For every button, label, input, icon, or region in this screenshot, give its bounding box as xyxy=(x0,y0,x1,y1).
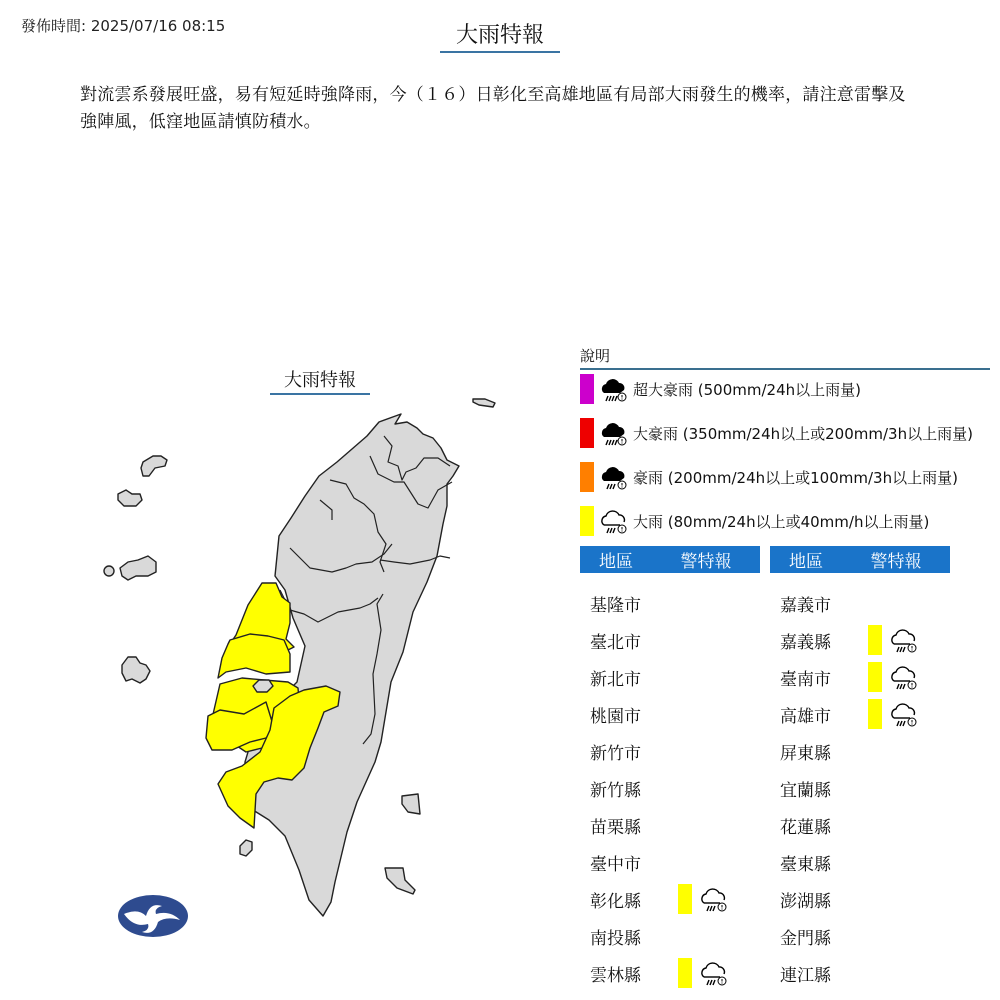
region-name: 南投縣 xyxy=(590,928,641,949)
heavy-rain-icon xyxy=(888,625,918,655)
table-row xyxy=(770,662,918,692)
warning-level-bar xyxy=(678,958,692,988)
region-name: 新竹市 xyxy=(590,743,641,764)
table-row xyxy=(580,736,678,766)
table-row xyxy=(770,958,868,988)
table-row xyxy=(580,847,678,877)
legend-swatch xyxy=(580,374,594,404)
island-kinmen-north xyxy=(141,456,167,476)
table-row xyxy=(770,921,868,951)
header-region: 地區 xyxy=(789,552,823,572)
issue-time: 發佈時間: 2025/07/16 08:15 xyxy=(21,17,226,35)
legend-swatch xyxy=(580,506,594,536)
heavy-rain-icon xyxy=(888,662,918,692)
region-name: 臺南市 xyxy=(780,669,831,690)
region-name: 臺東縣 xyxy=(780,854,831,875)
island-kinmen-2 xyxy=(118,490,142,506)
extremely-heavy-rain-icon xyxy=(598,462,628,492)
map-title: 大雨特報 xyxy=(270,366,370,395)
legend-item-extremely-heavy xyxy=(580,462,958,492)
region-name: 新北市 xyxy=(590,669,641,690)
legend-item-torrential xyxy=(580,418,973,448)
table-row xyxy=(770,773,868,803)
warning-level-bar xyxy=(868,699,882,729)
table-row xyxy=(770,736,868,766)
warning-description: 對流雲系發展旺盛，易有短延時強降雨，今（１６）日彰化至高雄地區有局部大雨發生的機率，請注意雷擊及強陣風，低窪地區請慎防積水。 xyxy=(80,85,906,132)
heavy-rain-icon xyxy=(888,699,918,729)
table-row xyxy=(580,958,728,988)
table-row xyxy=(770,588,868,618)
legend-title: 說明 xyxy=(580,345,990,370)
region-name: 臺北市 xyxy=(590,632,641,653)
table-row xyxy=(580,921,678,951)
table-row xyxy=(580,773,678,803)
header-warning: 警特報 xyxy=(680,552,732,572)
warning-level-bar xyxy=(868,662,882,692)
island-orchid xyxy=(385,868,415,894)
table-row xyxy=(580,699,678,729)
taiwan-warning-map xyxy=(95,390,515,950)
legend-item-heavy xyxy=(580,506,929,536)
island-matsu xyxy=(473,399,495,407)
legend-label: 大豪雨 (350mm/24h以上或200mm/3h以上雨量) xyxy=(633,424,973,443)
legend-label: 大雨 (80mm/24h以上或40mm/h以上雨量) xyxy=(633,512,930,531)
extremely-torrential-rain-icon xyxy=(598,374,628,404)
region-name: 嘉義市 xyxy=(780,595,831,616)
table-row xyxy=(580,588,678,618)
table-row xyxy=(770,847,868,877)
region-name: 嘉義縣 xyxy=(780,632,831,653)
island-kinmen-small xyxy=(104,566,114,576)
region-name: 彰化縣 xyxy=(590,891,641,912)
legend-swatch xyxy=(580,462,594,492)
region-name: 桃園市 xyxy=(590,706,641,727)
table-row xyxy=(770,625,918,655)
region-name: 新竹縣 xyxy=(590,780,641,801)
region-name: 金門縣 xyxy=(780,928,831,949)
region-yunlin xyxy=(218,634,290,678)
heavy-rain-icon xyxy=(698,884,728,914)
warning-level-bar xyxy=(678,884,692,914)
table-row xyxy=(580,662,678,692)
region-name: 高雄市 xyxy=(780,706,831,727)
table-header-left xyxy=(580,546,760,573)
region-name: 澎湖縣 xyxy=(780,891,831,912)
region-name: 雲林縣 xyxy=(590,965,641,986)
region-name: 臺中市 xyxy=(590,854,641,875)
torrential-rain-icon xyxy=(598,418,628,448)
island-xiaoliuqiu xyxy=(240,840,252,856)
header-region: 地區 xyxy=(599,552,633,572)
cwa-logo xyxy=(118,895,188,937)
legend-swatch xyxy=(580,418,594,448)
table-header-right xyxy=(770,546,950,573)
table-row xyxy=(580,810,678,840)
legend-label: 超大豪雨 (500mm/24h以上雨量) xyxy=(633,380,861,399)
table-row xyxy=(770,699,918,729)
table-row xyxy=(770,884,868,914)
page-title: 大雨特報 xyxy=(440,18,560,53)
table-row xyxy=(770,810,868,840)
region-name: 花蓮縣 xyxy=(780,817,831,838)
warning-level-bar xyxy=(868,625,882,655)
region-name: 屏東縣 xyxy=(780,743,831,764)
legend-label: 豪雨 (200mm/24h以上或100mm/3h以上雨量) xyxy=(633,468,958,487)
island-penghu xyxy=(122,657,150,683)
legend-item-extremely-torrential xyxy=(580,374,861,404)
heavy-rain-icon xyxy=(598,506,628,536)
heavy-rain-icon xyxy=(698,958,728,988)
island-green xyxy=(402,794,420,814)
region-name: 苗栗縣 xyxy=(590,817,641,838)
table-row xyxy=(580,625,678,655)
island-kinmen-3 xyxy=(120,556,156,580)
region-name: 宜蘭縣 xyxy=(780,780,831,801)
table-row xyxy=(580,884,728,914)
header-warning: 警特報 xyxy=(870,552,922,572)
region-name: 基隆市 xyxy=(590,595,641,616)
region-name: 連江縣 xyxy=(780,965,831,986)
